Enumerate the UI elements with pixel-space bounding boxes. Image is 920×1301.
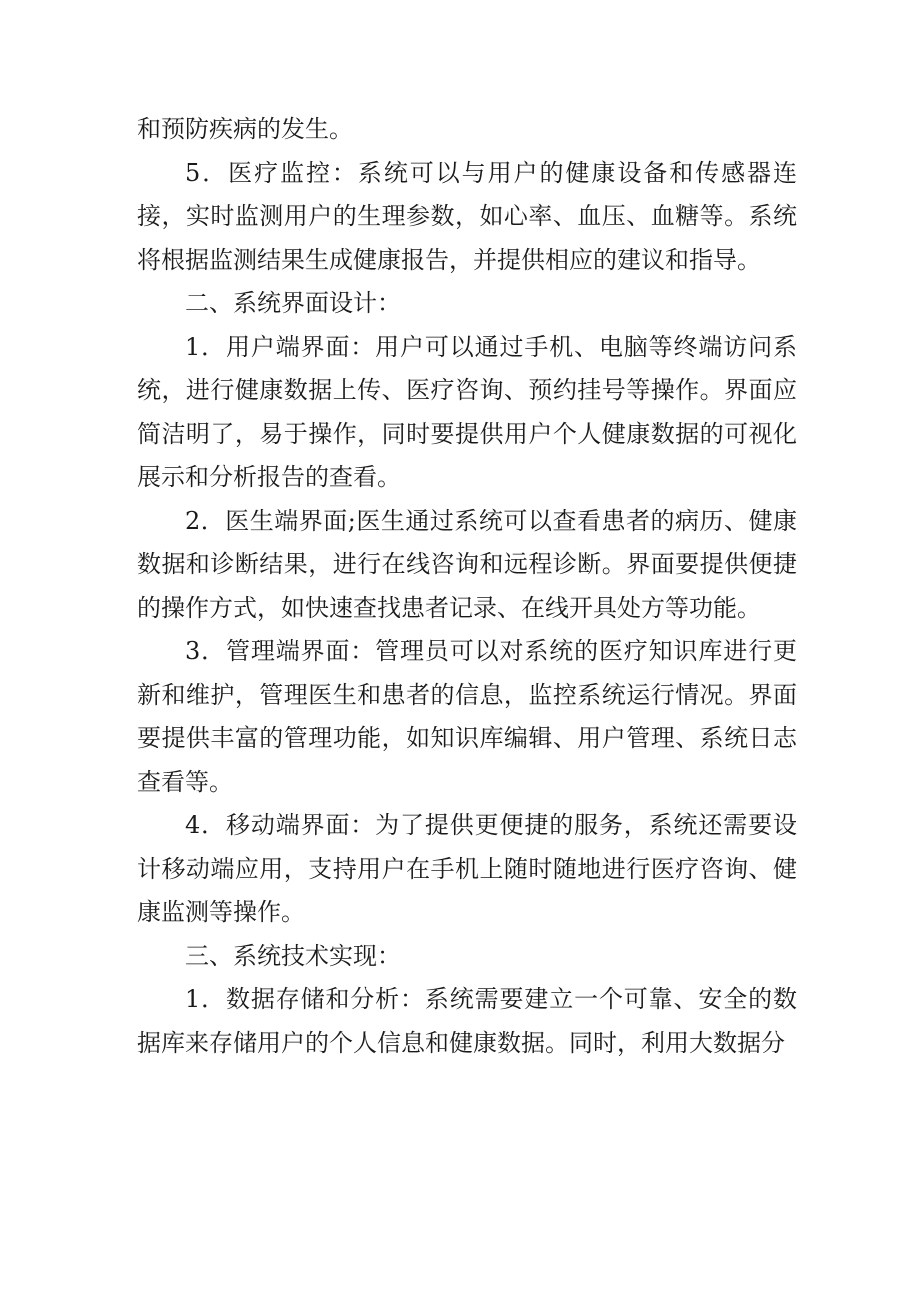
paragraph-medical-monitoring: 5．医疗监控：系统可以与用户的健康设备和传感器连接，实时监测用户的生理参数，如心率、血压、血糖等。系统将根据监测结果生成健康报告，并提供相应的建议和指导。: [137, 158, 797, 274]
section-heading-technical-implementation: 三、系统技术实现：: [185, 941, 401, 970]
paragraph-continuation: 和预防疾病的发生。: [137, 115, 353, 143]
paragraph-admin-interface: 3．管理端界面：管理员可以对系统的医疗知识库进行更新和维护，管理医生和患者的信息，监控系统运行情况。界面要提供丰富的管理功能，如知识库编辑、用户管理、系统日志查看等。: [137, 637, 797, 796]
paragraph-mobile-interface: 4．移动端界面：为了提供更便捷的服务，系统还需要设计移动端应用，支持用户在手机上随时随地进行医疗咨询、健康监测等操作。: [137, 811, 797, 926]
document-body: [137, 108, 797, 1065]
paragraph-doctor-interface: 2．医生端界面;医生通过系统可以查看患者的病历、健康数据和诊断结果，进行在线咨询和远程诊断。界面要提供便捷的操作方式，如快速查找患者记录、在线开具处方等功能。: [137, 506, 797, 622]
paragraph-user-interface: 1．用户端界面：用户可以通过手机、电脑等终端访问系统，进行健康数据上传、医疗咨询、预约挂号等操作。界面应简洁明了，易于操作，同时要提供用户个人健康数据的可视化展示和分析报告的查看。: [137, 332, 797, 491]
section-heading-interface-design: 二、系统界面设计：: [185, 289, 401, 317]
paragraph-data-storage: 1．数据存储和分析：系统需要建立一个可靠、安全的数据库来存储用户的个人信息和健康数据。同时，利用大数据分: [137, 985, 797, 1057]
